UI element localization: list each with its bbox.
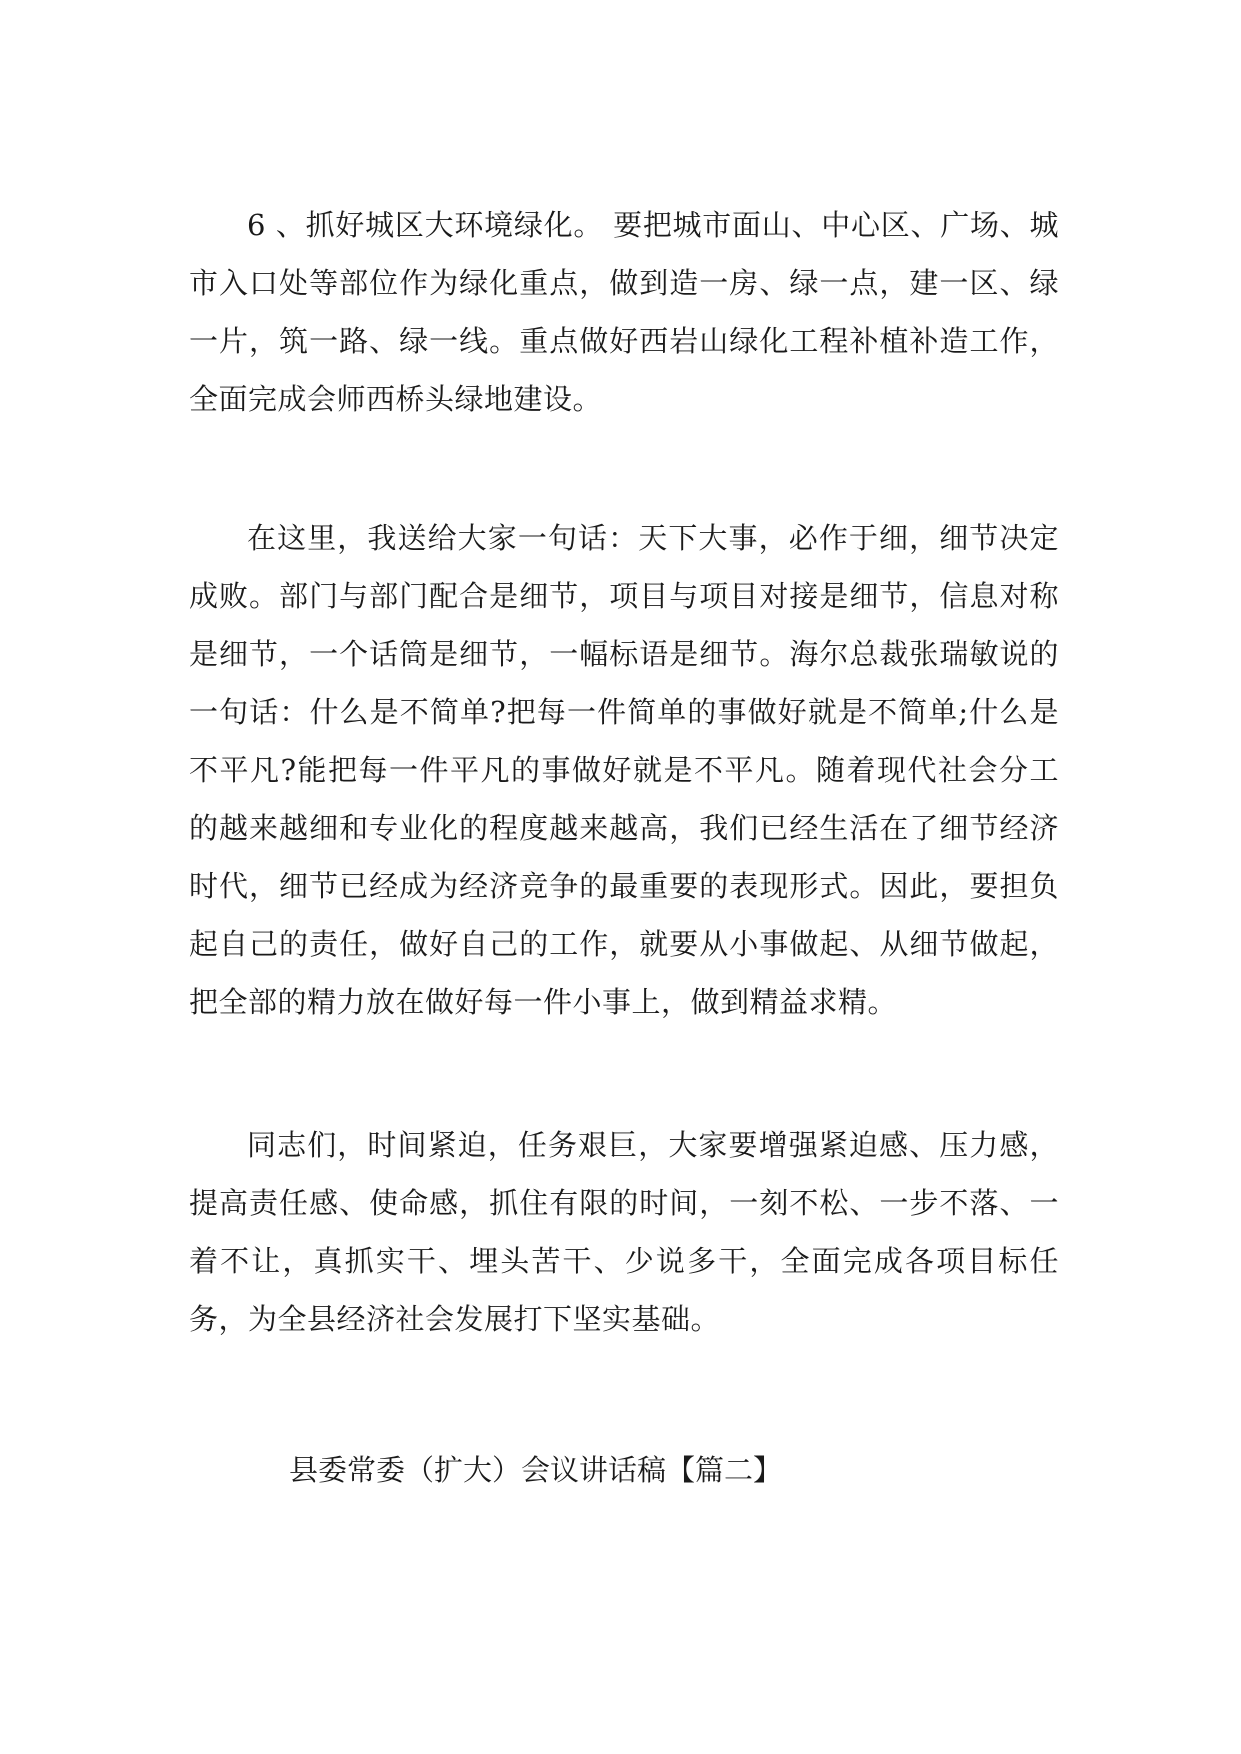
paragraph-closing-remarks: 同志们，时间紧迫，任务艰巨，大家要增强紧迫感、压力感，提高责任感、使命感，抓住有限的时间，一刻不松、一步不落、一着不让，真抓实干、埋头苦干、少说多干，全面完成各项目标任务，为全县经济社会发展打下坚实基础。 [189,1128,1059,1336]
section-heading: 县委常委（扩大）会议讲话稿【篇二】 [289,1453,783,1487]
paragraph-urban-greening: 6 、抓好城区大环境绿化。 要把城市面山、中心区、广场、城市入口处等部位作为绿化重点，做到造一房、绿一点，建一区、绿一片，筑一路、绿一线。重点做好西岩山绿化工程补植补造工作，全面完成会师西桥头绿地建设。 [189,208,1059,416]
paragraph-details-matter: 在这里，我送给大家一句话：天下大事，必作于细，细节决定成败。部门与部门配合是细节，项目与项目对接是细节，信息对称是细节，一个话筒是细节，一幅标语是细节。海尔总裁张瑞敏说的一句话：什么是不简单?把每一件简单的事做好就是不简单;什么是不平凡?能把每一件平凡的事做好就是不平凡。随着现代社会分工的越来越细和专业化的程度越来越高，我们已经生活在了细节经济时代，细节已经成为经济竞争的最重要的表现形式。因此，要担负起自己的责任，做好自己的工作，就要从小事做起、从细节做起，把全部的精力放在做好每一件小事上，做到精益求精。 [189,521,1059,1019]
